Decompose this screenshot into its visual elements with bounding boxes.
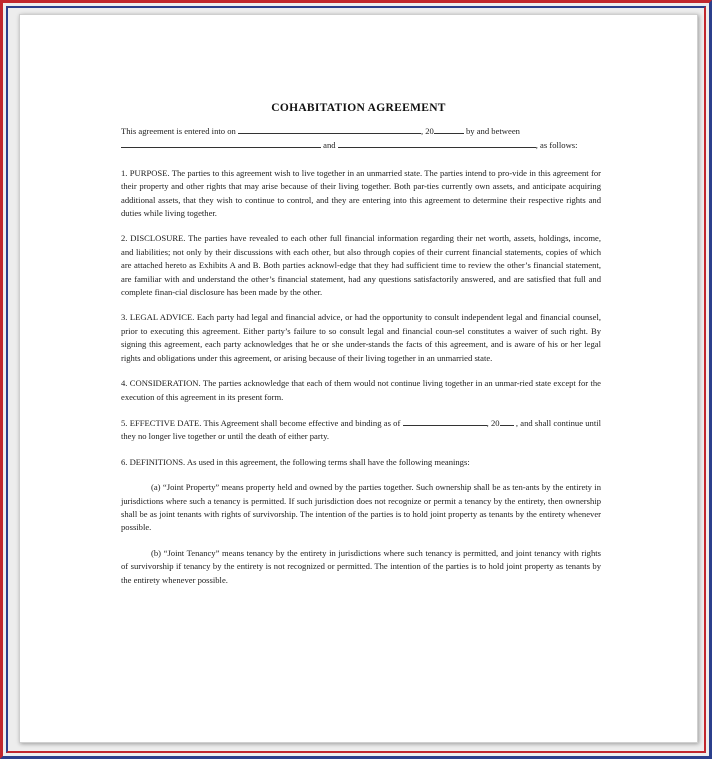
effective-date-blank (403, 416, 487, 426)
clause-disclosure: 2. DISCLOSURE. The parties have revealed to each other full financial information regarding their net worth, assets, holdings, income, and liabilities; not only by their discussions with each other, but also through copies of their current financial statements, copies of which are attached hereto as Exhibits A and B. Both parties acknowl-edge that they had sufficient time to review the other’s financial statement, are familiar with and understand the other’s financial statement, had any questions satisfactorily answered, and are satisfied that full and complete finan-cial disclosure has been made by the other. (121, 233, 601, 298)
party-2-blank (338, 138, 536, 148)
date-blank (238, 124, 421, 134)
intro-line-2 (121, 138, 601, 152)
effective-year-blank (500, 416, 514, 426)
effective-year-prefix: , 20 (486, 417, 500, 428)
party-1-blank (121, 138, 321, 148)
definition-joint-property: (a) “Joint Property” means property held and owned by the parties together. Such ownership shall be as ten-ants by the entirety in jurisdictions where such a tenancy is permitted. If such jurisdiction does not recognize or permit a tenancy by the entirety, then ownership shall be as joint tenants with rights of survivorship. The intention of the parties is to hold joint property as tenants by the entirety whenever possible. (121, 482, 601, 533)
effective-date-continuation: , and shall continue until they no longer live together or until the death of either party. (121, 417, 602, 442)
year-blank (434, 124, 464, 134)
clause-definitions-heading: 6. DEFINITIONS. As used in this agreement, the following terms shall have the following meanings: (121, 456, 470, 467)
document-title: COHABITATION AGREEMENT (271, 102, 446, 114)
intro-line-1 (121, 124, 601, 138)
intro-and: and (323, 140, 336, 151)
document-body (121, 102, 601, 587)
intro-year-prefix: , 20 (420, 126, 434, 136)
clause-legal-advice: 3. LEGAL ADVICE. Each party had legal and financial advice, or had the opportunity to consult independent legal and financial counsel, prior to executing this agreement. Either party’s failure to so consult legal and financial coun-sel constitutes a waiver of such right. By signing this agreement, each party acknowledges that he or she under-stands the facts of this agreement, and is aware of his or her legal rights and obligations under this agreement, or arising because of their living together in an unmarried state. (121, 312, 601, 363)
clause-consideration: 4. CONSIDERATION. The parties acknowledge that each of them would not continue living together in an unmar-ried state except for the execution of this agreement in its present form. (121, 378, 601, 402)
intro-text-before-date: This agreement is entered into on (121, 126, 236, 136)
clause-effective-date (121, 416, 601, 444)
effective-date-text: 5. EFFECTIVE DATE. This Agreement shall become effective and binding as of (121, 417, 401, 428)
document-page (19, 14, 698, 743)
intro-as-follows: , as follows: (535, 140, 578, 151)
intro-section (121, 124, 601, 153)
intro-text-after-date: by and between (466, 126, 520, 136)
definition-joint-tenancy: (b) “Joint Tenancy” means tenancy by the entirety in jurisdictions where such tenancy is permitted, and joint tenancy with rights of survivorship if tenancy by the entirety is not recognized or permitted. The intention of the parties is to hold joint property as tenants by the entirety whenever possible. (121, 547, 601, 585)
clause-purpose: 1. PURPOSE. The parties to this agreement wish to live together in an unmarried state. The parties intend to pro-vide in this agreement for their property and other rights that may arise because of their living together. Both par-ties currently own assets, and anticipate acquiring additional assets, that they wish to continue to control, and they are entering into this agreement to determine their respective rights and duties while living together. (121, 167, 601, 219)
